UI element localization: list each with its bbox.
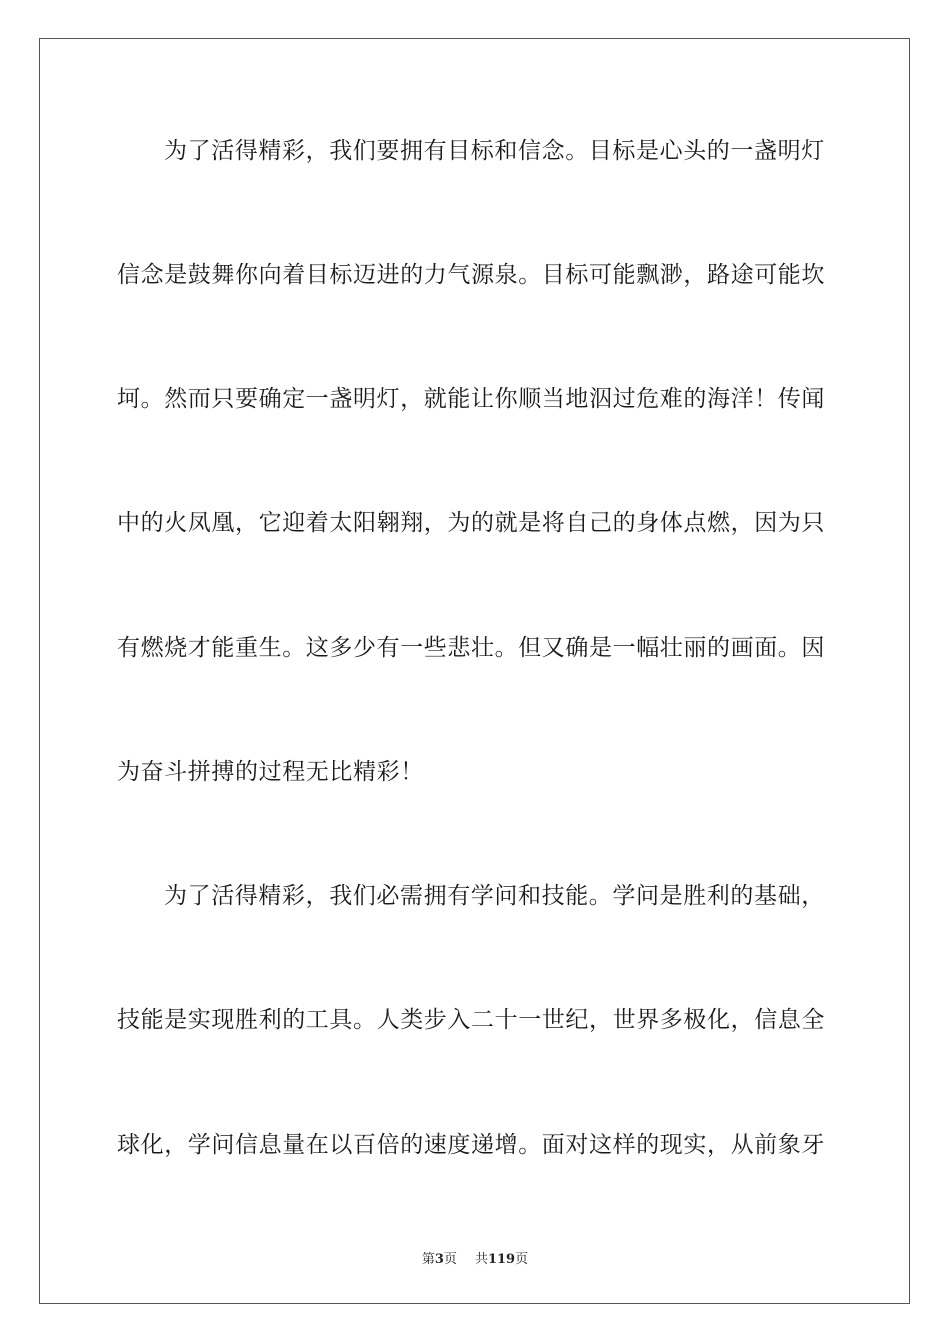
paragraph-2-line-1: 为了活得精彩，我们必需拥有学问和技能。学问是胜利的基础， bbox=[164, 883, 825, 909]
paragraph-1-line-2: 信念是鼓舞你向着目标迈进的力气源泉。目标可能飘渺，路途可能坎 bbox=[117, 262, 825, 288]
footer-page-number: 3 bbox=[434, 1252, 444, 1267]
paragraph-2-line-3: 球化，学问信息量在以百倍的速度递增。面对这样的现实，从前象牙 bbox=[117, 1132, 825, 1158]
footer-page-prefix: 第 bbox=[421, 1252, 435, 1267]
paragraph-1-line-1: 为了活得精彩，我们要拥有目标和信念。目标是心头的一盏明灯 bbox=[164, 138, 825, 164]
page-footer bbox=[0, 1248, 950, 1267]
paragraph-1-line-3: 坷。然而只要确定一盏明灯，就能让你顺当地泅过危难的海洋！传闻 bbox=[117, 386, 825, 412]
footer-total-prefix: 共 bbox=[474, 1252, 488, 1267]
footer-total-suffix: 页 bbox=[515, 1252, 529, 1267]
paragraph-1-line-5: 有燃烧才能重生。这多少有一些悲壮。但又确是一幅壮丽的画面。因 bbox=[117, 635, 825, 661]
footer-page-suffix: 页 bbox=[443, 1252, 457, 1267]
paragraph-1-line-4: 中的火凤凰，它迎着太阳翱翔，为的就是将自己的身体点燃，因为只 bbox=[117, 510, 825, 536]
footer-total-pages: 119 bbox=[487, 1252, 516, 1267]
paragraph-1-line-6: 为奋斗拼搏的过程无比精彩！ bbox=[117, 759, 424, 785]
page-border bbox=[39, 38, 910, 1304]
paragraph-2-line-2: 技能是实现胜利的工具。人类步入二十一世纪，世界多极化，信息全 bbox=[117, 1007, 825, 1033]
